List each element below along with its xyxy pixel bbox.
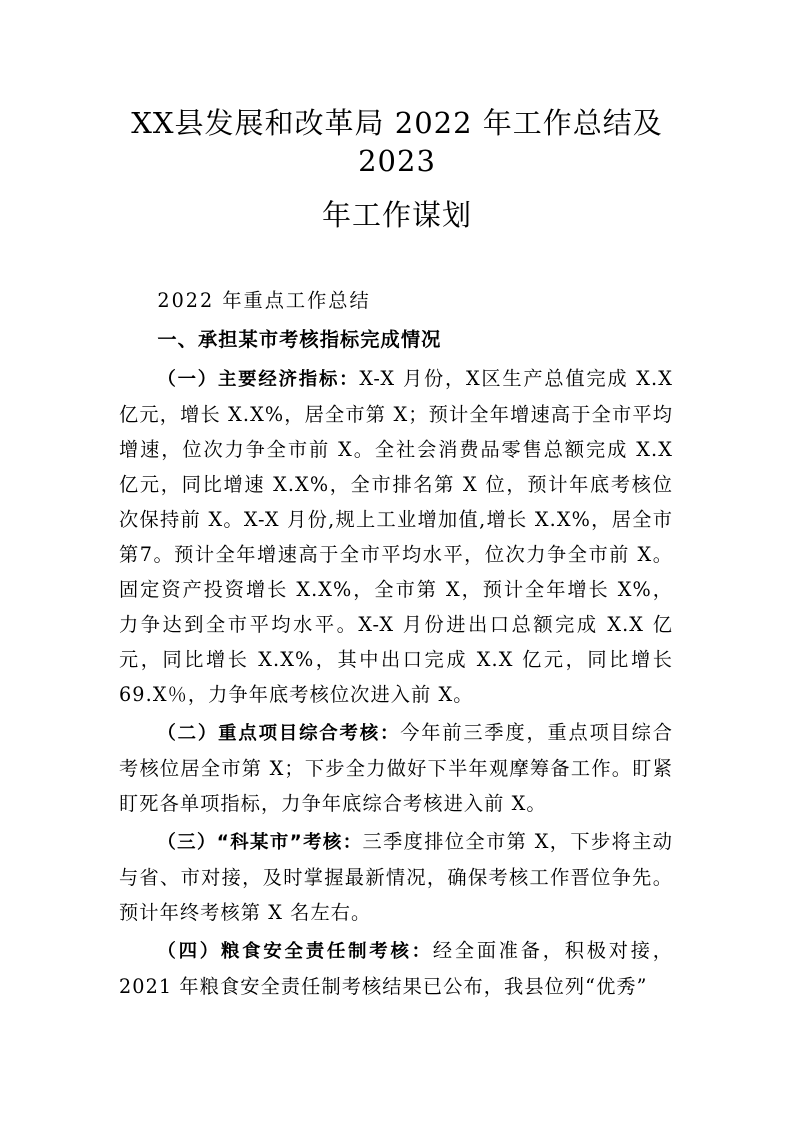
paragraph-lead: （四）粮食安全责任制考核： bbox=[157, 941, 433, 962]
summary-heading: 2022 年重点工作总结 bbox=[157, 289, 371, 312]
paragraph-lead: （二）重点项目综合考核： bbox=[157, 723, 401, 744]
paragraph-text: 经全面准备，积极对接，2021 年粮食安全责任制考核结果已公布，我县位列“优秀” bbox=[119, 939, 673, 998]
paragraph-main-indicators bbox=[119, 361, 673, 712]
document-title-line-2: 2023 bbox=[358, 144, 436, 178]
paragraph-text: 今年前三季度，重点项目综合考核位居全市第 X；下步全力做好下半年观摩筹备工作。盯紧盯死各单项指标，力争年底综合考核进入前 X。 bbox=[119, 721, 673, 815]
paragraph-text: 三季度排位全市第 X，下步将主动与省、市对接，及时掌握最新情况，确保考核工作晋位争先。预计年终考核第 X 名左右。 bbox=[119, 830, 673, 924]
section-heading: 一、承担某市考核指标完成情况 bbox=[157, 328, 442, 351]
document-title-line-3: 年工作谋划 bbox=[321, 198, 472, 232]
paragraph-text: X-X 月份，X区生产总值完成 X.X 亿元，增长 X.X%，居全市第 X；预计全年增速高于全市平均增速，位次力争全市前 X。全社会消费品零售总额完成 X.X 亿元，同比增速 X.X%，全市排名第 X 位，预计年底考核位次保持前 X。X-X 月份,规上工业增加值,增长 X.X%，居全市第7。预计全年增速高于全市平均水平，位次力争全市前 X。固定资产投资增长 X.X%，全市第 X，预计全年增长 X%， 力争达到全市平均水平。X-X 月份进出口总额完成 X.X 亿元，同比增长 X.X%，其中出口完成 X.X 亿元，同比增长69.X％，力争年底考核位次进入前 X。 bbox=[119, 367, 673, 706]
paragraph-lead: （三）“科某市”考核： bbox=[157, 832, 363, 853]
document-title-line-1: XX县发展和改革局 2022 年工作总结及 bbox=[131, 106, 663, 140]
paragraph-science-city bbox=[119, 824, 673, 930]
paragraph-key-projects bbox=[119, 715, 673, 821]
paragraph-food-security bbox=[119, 933, 673, 1004]
paragraph-lead: （一）主要经济指标： bbox=[157, 369, 360, 390]
document-body bbox=[119, 283, 673, 1004]
